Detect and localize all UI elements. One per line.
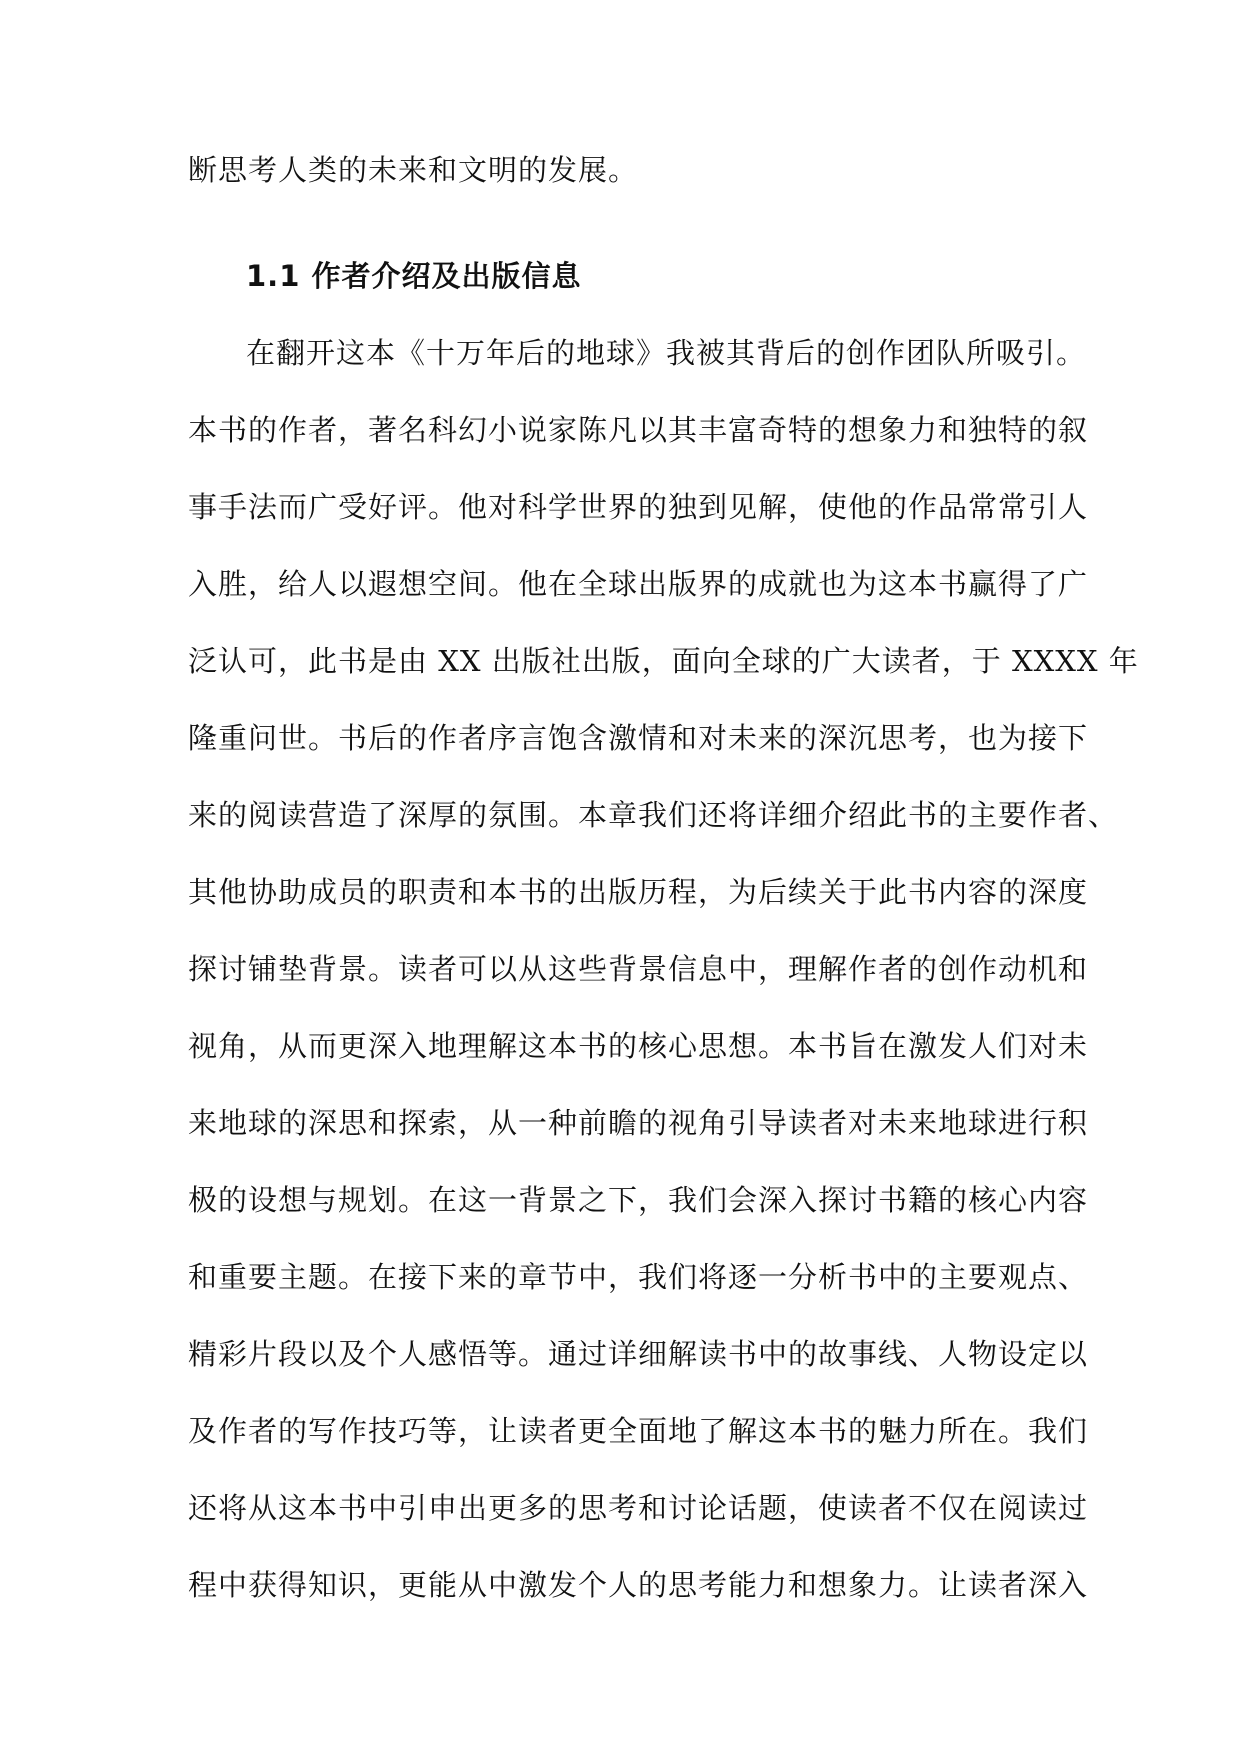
paragraph-line: 事手法而广受好评。他对科学世界的独到见解，使他的作品常常引人: [188, 490, 1089, 524]
section-heading: 1.1 作者介绍及出版信息: [246, 259, 582, 293]
paragraph-line: 来的阅读营造了深厚的氛围。本章我们还将详细介绍此书的主要作者、: [188, 798, 1119, 832]
paragraph-line: 探讨铺垫背景。读者可以从这些背景信息中，理解作者的创作动机和: [188, 952, 1089, 986]
paragraph-line: 及作者的写作技巧等，让读者更全面地了解这本书的魅力所在。我们: [188, 1414, 1089, 1448]
paragraph-line: 入胜，给人以遐想空间。他在全球出版界的成就也为这本书赢得了广: [188, 567, 1089, 601]
paragraph-line: 极的设想与规划。在这一背景之下，我们会深入探讨书籍的核心内容: [188, 1183, 1089, 1217]
paragraph-line: 精彩片段以及个人感悟等。通过详细解读书中的故事线、人物设定以: [188, 1337, 1089, 1371]
paragraph-line: 来地球的深思和探索，从一种前瞻的视角引导读者对未来地球进行积: [188, 1106, 1089, 1140]
paragraph-line: 本书的作者，著名科幻小说家陈凡以其丰富奇特的想象力和独特的叙: [188, 413, 1089, 447]
paragraph-line: 和重要主题。在接下来的章节中，我们将逐一分析书中的主要观点、: [188, 1260, 1089, 1294]
paragraph-line: 还将从这本书中引申出更多的思考和讨论话题，使读者不仅在阅读过: [188, 1491, 1089, 1525]
paragraph-line: 程中获得知识，更能从中激发个人的思考能力和想象力。让读者深入: [188, 1568, 1089, 1602]
paragraph-line: 泛认可，此书是由 XX 出版社出版，面向全球的广大读者，于 XXXX 年: [188, 644, 1139, 678]
paragraph-line: 在翻开这本《十万年后的地球》我被其背后的创作团队所吸引。: [246, 336, 1087, 370]
paragraph-line: 隆重问世。书后的作者序言饱含激情和对未来的深沉思考，也为接下: [188, 721, 1089, 755]
paragraph-line: 视角，从而更深入地理解这本书的核心思想。本书旨在激发人们对未: [188, 1029, 1089, 1063]
lead-line: 断思考人类的未来和文明的发展。: [188, 153, 639, 187]
paragraph-line: 其他协助成员的职责和本书的出版历程，为后续关于此书内容的深度: [188, 875, 1089, 909]
